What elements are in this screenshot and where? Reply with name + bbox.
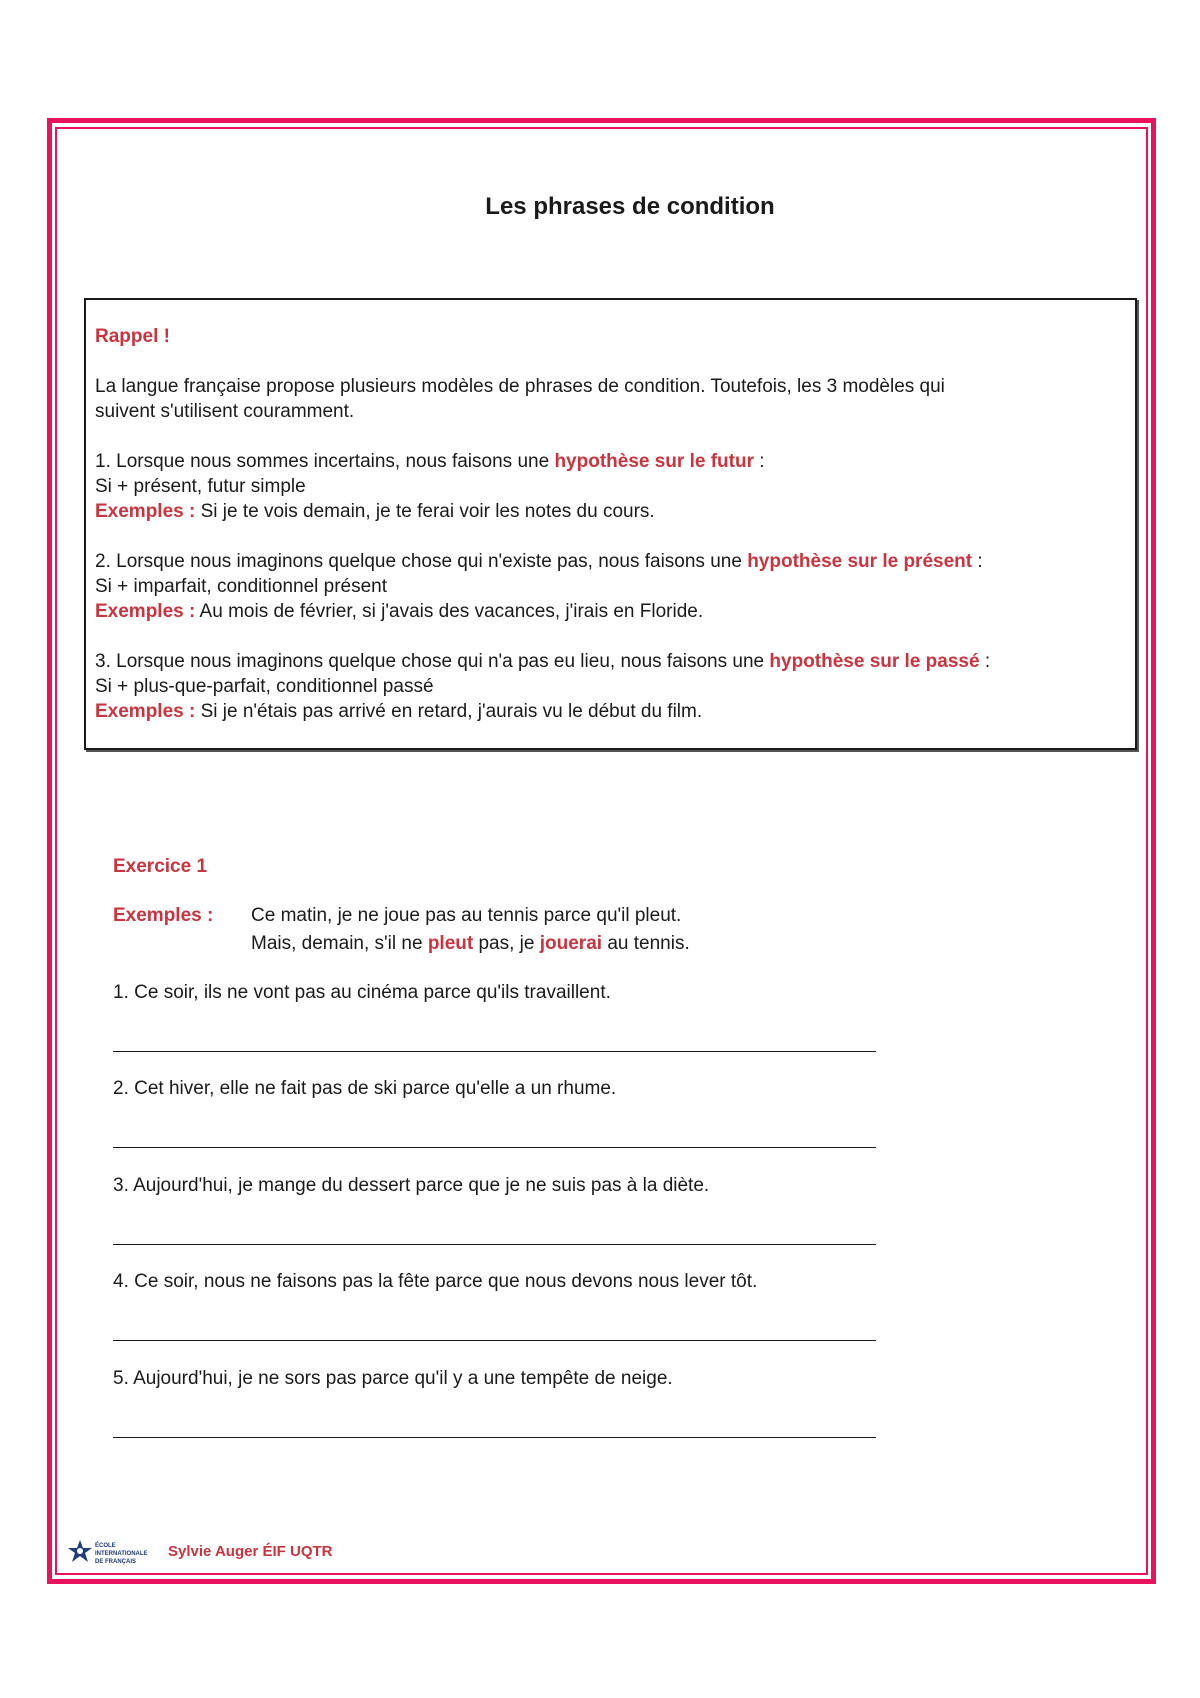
exercise-item-1: 1. Ce soir, ils ne vont pas au cinéma parce qu'ils travaillent. [113, 982, 611, 1003]
footer-author: Sylvie Auger ÉIF UQTR [168, 1543, 333, 1560]
rule-3-lead: 3. Lorsque nous imaginons quelque chose qui n'a pas eu lieu, nous faisons une [95, 651, 770, 672]
rule-2-example-label: Exemples : [95, 601, 196, 622]
rule-1-highlight: hypothèse sur le futur [554, 451, 754, 472]
rappel-heading: Rappel ! [95, 326, 170, 347]
logo-star-center [77, 1548, 83, 1554]
exercise-item-5: 5. Aujourd'hui, je ne sors pas parce qu'il y a une tempête de neige. [113, 1368, 673, 1389]
exercise-item-4: 4. Ce soir, nous ne faisons pas la fête parce que nous devons nous lever tôt. [113, 1271, 758, 1292]
logo-text-1: ÉCOLE [95, 1543, 116, 1549]
rule-3-formula: Si + plus-que-parfait, conditionnel passé [95, 676, 434, 697]
rule-2-example [95, 599, 703, 624]
exercise-example-line-1: Ce matin, je ne joue pas au tennis parce qu'il pleut. [251, 905, 682, 926]
exercise-example-label: Exemples : [113, 905, 214, 926]
rule-3-statement [95, 649, 990, 674]
answer-line-2[interactable] [113, 1147, 876, 1148]
rule-1-statement [95, 449, 765, 474]
example-verb-jouerai: jouerai [539, 933, 603, 954]
example-verb-pleut: pleut [427, 933, 474, 954]
rule-2-tail: : [972, 551, 983, 572]
exercise-item-3: 3. Aujourd'hui, je mange du dessert parce que je ne suis pas à la diète. [113, 1175, 710, 1196]
logo-text-2: INTERNATIONALE [95, 1551, 148, 1557]
answer-line-4[interactable] [113, 1340, 876, 1341]
exercise-heading: Exercice 1 [113, 856, 208, 877]
logo-text-3: DE FRANÇAIS [95, 1559, 137, 1565]
rule-3-example-label: Exemples : [95, 701, 196, 722]
rule-2-formula: Si + imparfait, conditionnel présent [95, 576, 388, 597]
exercise-example-line-2 [251, 931, 690, 956]
answer-line-5[interactable] [113, 1437, 876, 1438]
school-logo-icon [68, 1538, 150, 1568]
rule-1-example-label: Exemples : [95, 501, 196, 522]
rule-1-lead: 1. Lorsque nous sommes incertains, nous faisons une [95, 451, 555, 472]
rule-1-tail: : [753, 451, 765, 472]
example-line-2-part-c: pas, je [473, 933, 540, 954]
exercise-item-2: 2. Cet hiver, elle ne fait pas de ski parce qu'elle a un rhume. [113, 1078, 617, 1099]
page-title: Les phrases de condition [485, 193, 775, 220]
rule-1-formula: Si + présent, futur simple [95, 476, 306, 497]
rule-2-example-text: Au mois de février, si j'avais des vacances, j'irais en Floride. [195, 601, 704, 622]
rule-3-tail: : [979, 651, 991, 672]
rule-1-example [95, 499, 655, 524]
rule-1-example-text: Si je te vois demain, je te ferai voir les notes du cours. [195, 501, 655, 522]
rule-2-lead: 2. Lorsque nous imaginons quelque chose qui n'existe pas, nous faisons une [95, 551, 748, 572]
answer-line-1[interactable] [113, 1051, 876, 1052]
rappel-intro-line-1: La langue française propose plusieurs modèles de phrases de condition. Toutefois, les 3 modèles qui [95, 376, 945, 397]
rule-3-highlight: hypothèse sur le passé [769, 651, 980, 672]
rule-3-example-text: Si je n'étais pas arrivé en retard, j'aurais vu le début du film. [195, 701, 703, 722]
answer-line-3[interactable] [113, 1244, 876, 1245]
example-line-2-part-a: Mais, demain, s'il ne [251, 933, 428, 954]
rule-2-highlight: hypothèse sur le présent [747, 551, 973, 572]
rappel-intro-line-2: suivent s'utilisent couramment. [95, 401, 355, 422]
rule-3-example [95, 699, 702, 724]
example-line-2-part-e: au tennis. [602, 933, 690, 954]
rule-2-statement [95, 549, 983, 574]
